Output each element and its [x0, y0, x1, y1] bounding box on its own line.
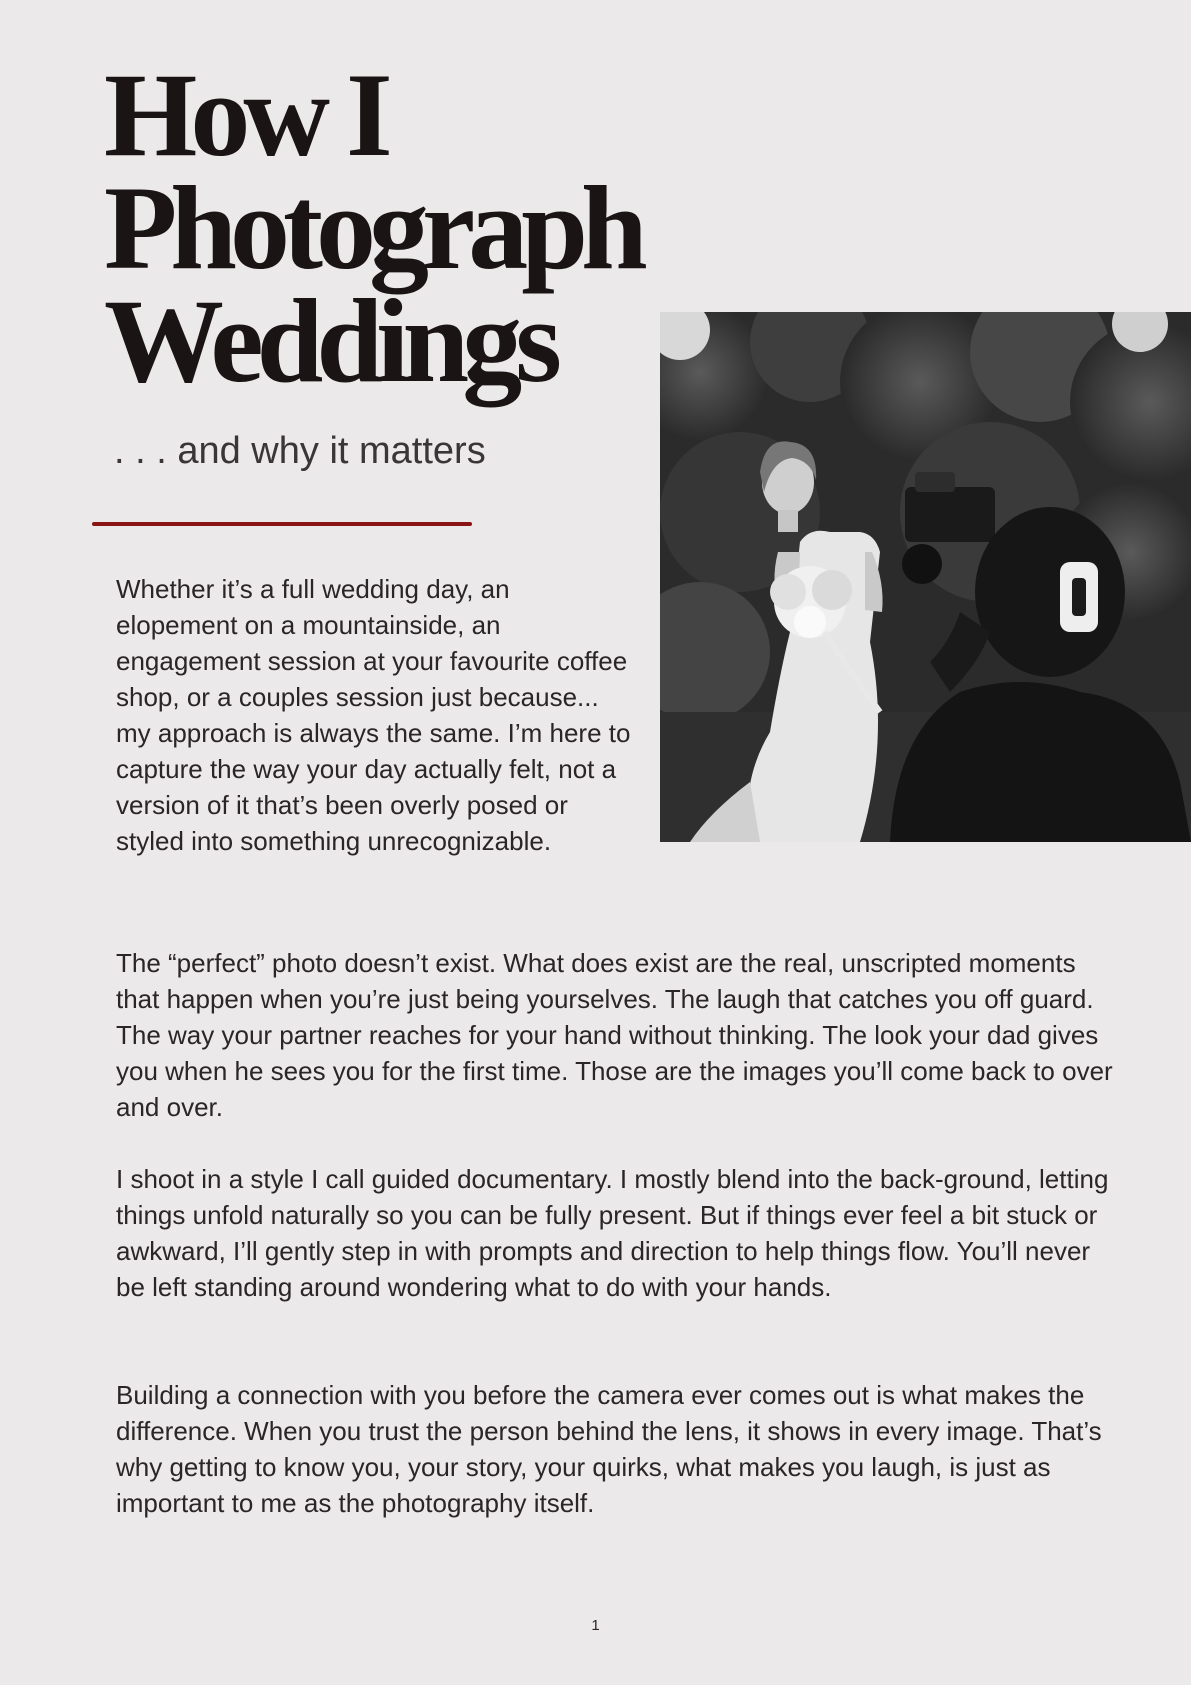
body-paragraph: Building a connection with you before the camera ever comes out is what makes the difference. When you trust the person behind the lens, it shows in every image. That’s why getting to know you, your story, your quirks, what makes you laugh, is just as important to me as the photography itself.: [116, 1380, 1102, 1518]
body-paragraph: The “perfect” photo doesn’t exist. What does exist are the real, unscripted moments that happen when you’re just being yourselves. The laugh that catches you off guard. The way your partner reaches for your hand without thinking. The look your dad gives you when he sees you for the first time. Those are the images you’ll come back to over and over.: [116, 948, 1113, 1122]
body-paragraph: I shoot in a style I call guided documentary. I mostly blend into the back-ground, letting things unfold naturally so you can be fully present. But if things ever feel a bit stuck or awkward, I’ll gently step in with prompts and direction to help things flow. You’ll never be left standing around wondering what to do with your hands.: [116, 1164, 1109, 1302]
title-line: How I: [104, 48, 386, 181]
accent-divider: [92, 522, 472, 526]
title-line: Photograph: [104, 161, 641, 294]
wedding-photo: [660, 312, 1191, 842]
page-title: [104, 48, 641, 407]
title-line: Weddings: [104, 274, 555, 407]
intro-paragraph: Whether it’s a full wedding day, an elopement on a mountainside, an engagement session at your favourite coffee shop, or a couples session just because... my approach is always the same. I’m here to capture the way your day actually felt, not a version of it that’s been overly posed or styled into something unrecognizable.: [116, 574, 631, 856]
page-number: 1: [591, 1617, 600, 1634]
page-subtitle: . . . and why it matters: [114, 430, 486, 472]
